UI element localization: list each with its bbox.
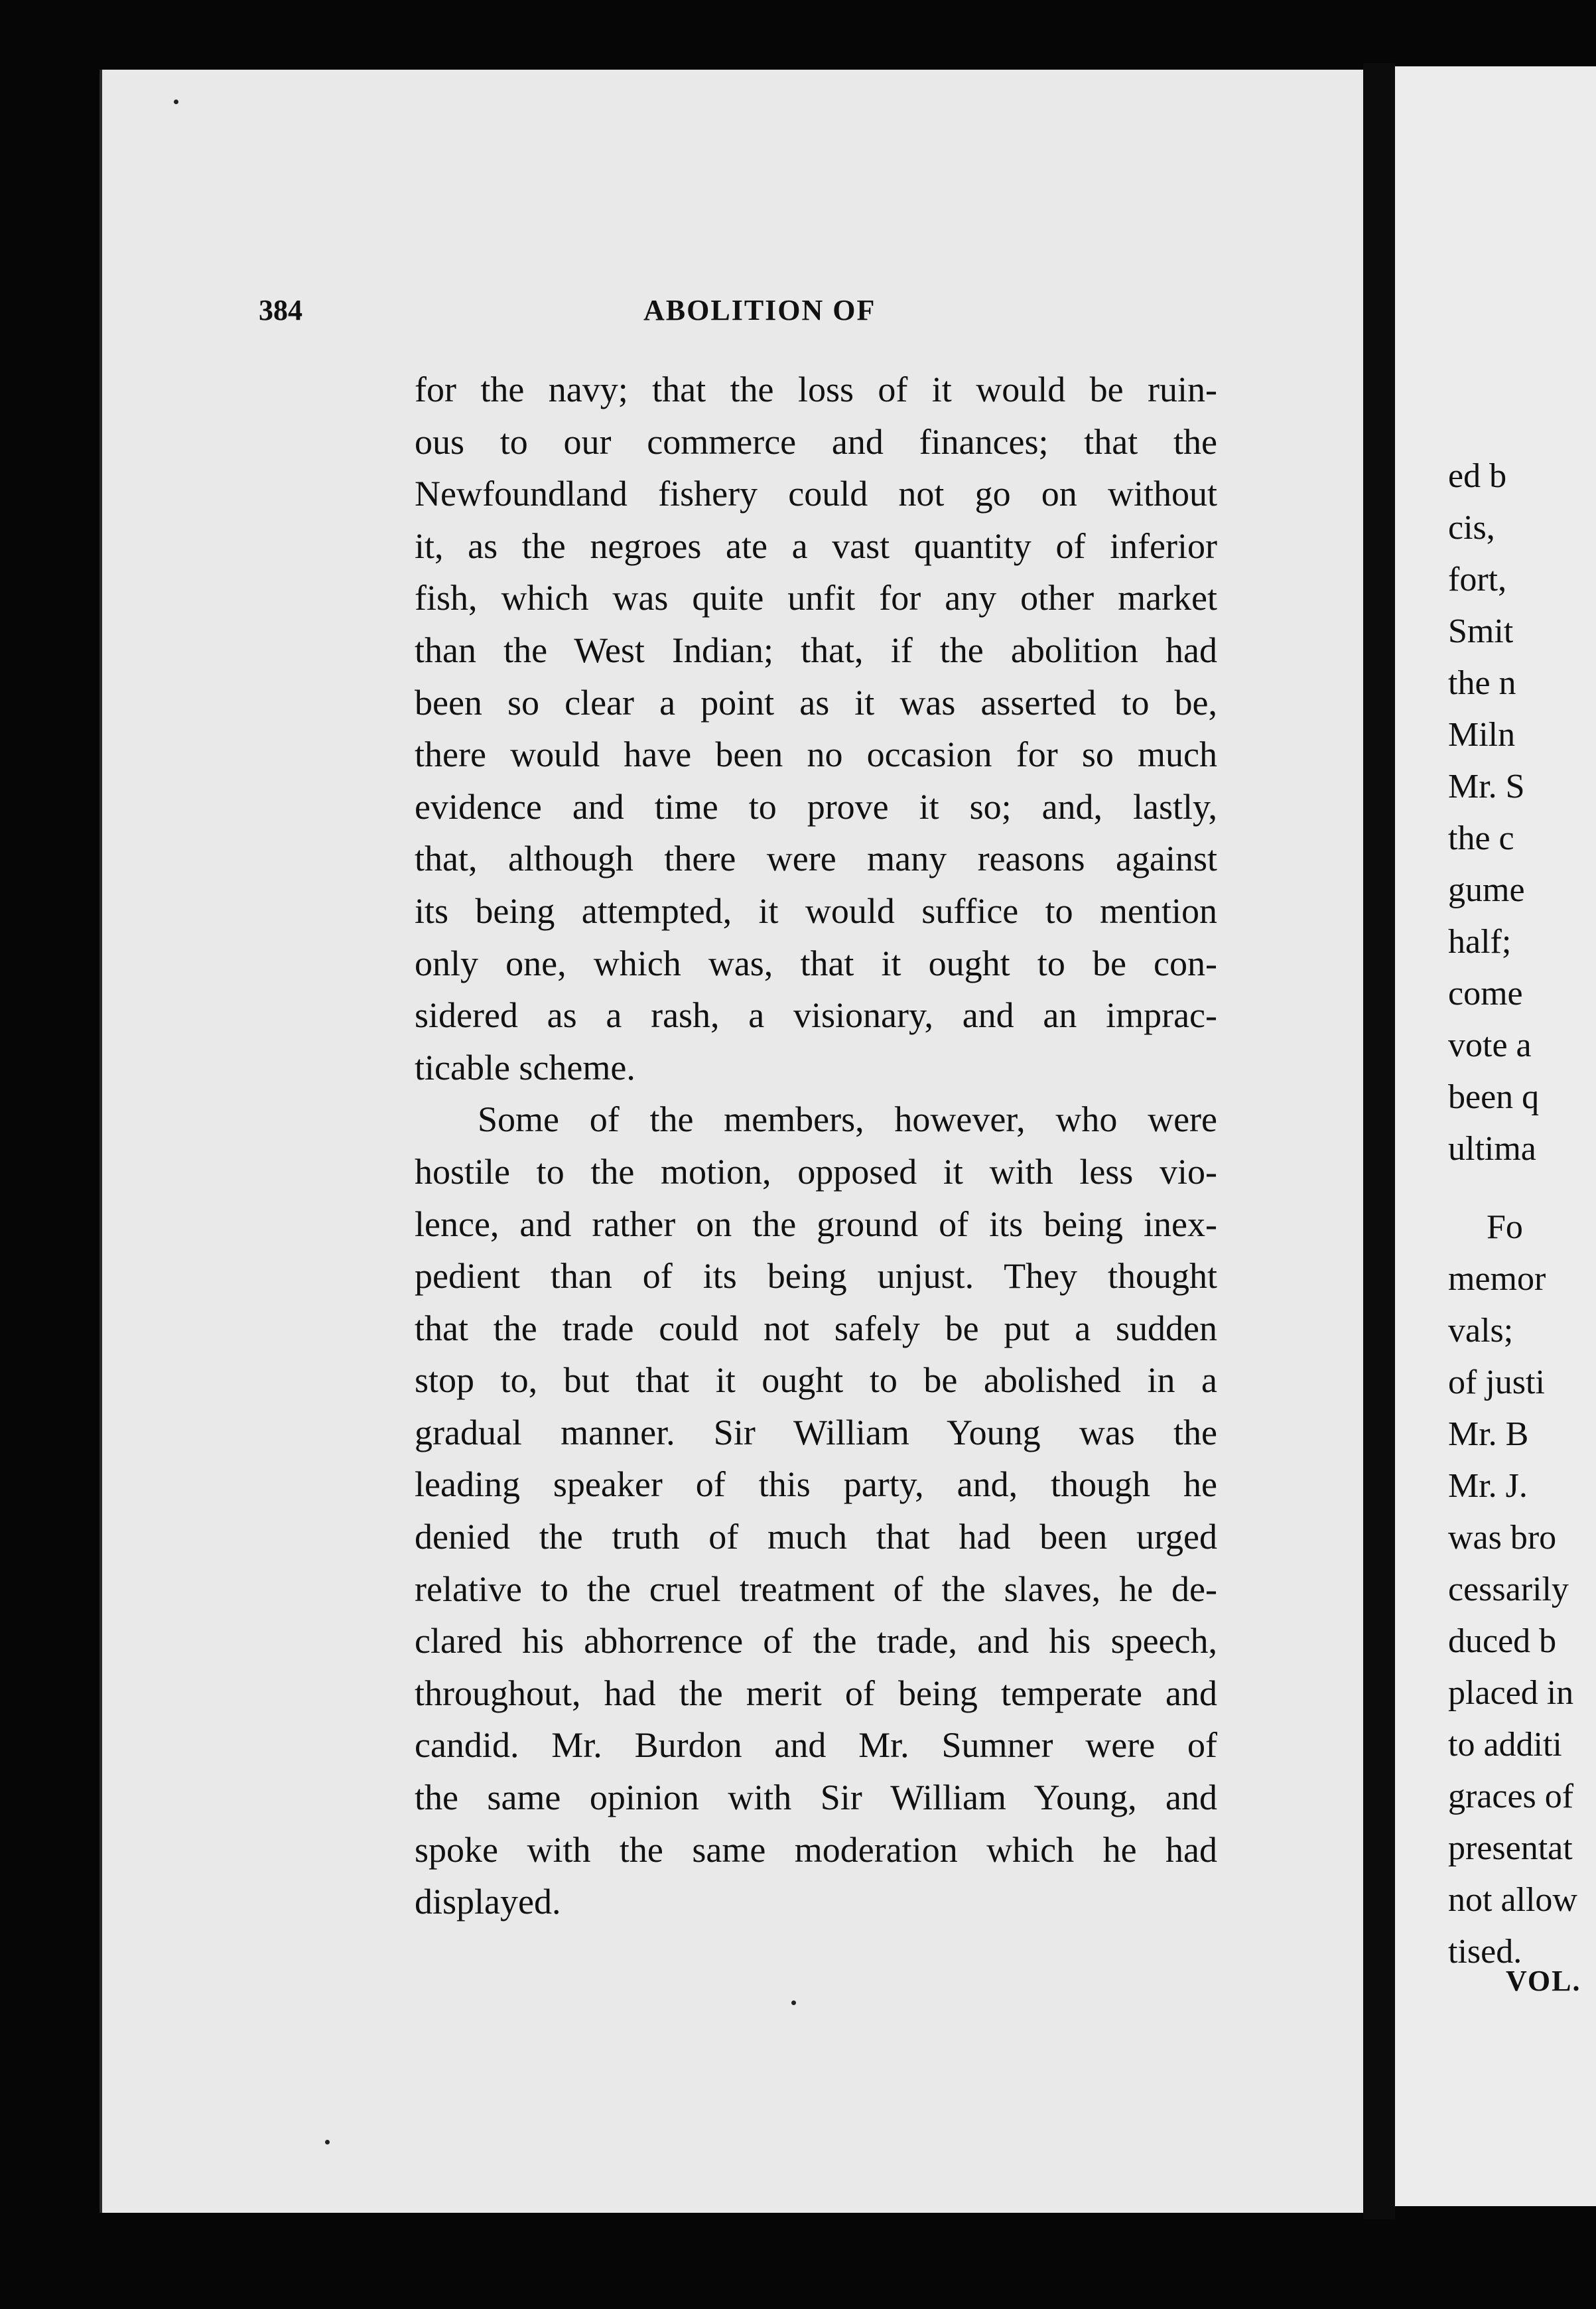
facing-text-line: cessarily xyxy=(1448,1571,1569,1608)
facing-text-line: vals; xyxy=(1448,1312,1514,1350)
text-line: evidence and time to prove it so; and, lastly, xyxy=(415,786,1217,827)
text-line: Some of the members, however, who were xyxy=(478,1099,1217,1140)
facing-text-line: ed b xyxy=(1448,457,1507,495)
facing-text-line: placed in xyxy=(1448,1674,1574,1712)
facing-text-line: graces of xyxy=(1448,1778,1574,1815)
text-line: relative to the cruel treatment of the slaves, he de- xyxy=(415,1569,1217,1609)
text-line: only one, which was, that it ought to be con- xyxy=(415,943,1217,983)
body-text xyxy=(415,364,1217,1928)
text-line: ticable scheme. xyxy=(415,1047,635,1087)
speck-mark xyxy=(325,2140,330,2144)
text-line: denied the truth of much that had been urged xyxy=(415,1517,1217,1557)
facing-text-line: Fo xyxy=(1487,1208,1523,1246)
facing-text-line: come xyxy=(1448,975,1523,1013)
text-line: hostile to the motion, opposed it with less vio- xyxy=(415,1151,1217,1192)
facing-text-line: of justi xyxy=(1448,1364,1545,1401)
text-line: its being attempted, it would suffice to mention xyxy=(415,890,1217,931)
text-line: there would have been no occasion for so much xyxy=(415,735,1217,775)
speck-mark xyxy=(174,100,178,104)
facing-text-line: fort, xyxy=(1448,561,1507,598)
facing-text-line: to additi xyxy=(1448,1726,1562,1764)
text-line: sidered as a rash, a visionary, and an imprac- xyxy=(415,995,1217,1036)
text-line: leading speaker of this party, and, though he xyxy=(415,1464,1217,1505)
facing-text-line: was bro xyxy=(1448,1519,1557,1557)
facing-page-text xyxy=(1448,451,1596,1978)
facing-text-line: the c xyxy=(1448,819,1514,857)
speck-mark xyxy=(791,2000,796,2005)
facing-text-line: Mr. B xyxy=(1448,1415,1529,1453)
facing-text-line: not allow xyxy=(1448,1881,1577,1919)
book-gutter xyxy=(1363,63,1395,2219)
facing-text-line: Mr. S xyxy=(1448,768,1525,805)
running-title: ABOLITION OF xyxy=(643,294,876,326)
text-line: throughout, had the merit of being temperate and xyxy=(415,1673,1217,1713)
text-line: than the West Indian; that, if the abolition had xyxy=(415,630,1217,670)
text-line: ous to our commerce and finances; that the xyxy=(415,421,1217,462)
facing-text-line: Miln xyxy=(1448,716,1516,754)
facing-text-line: Smit xyxy=(1448,612,1514,650)
page-number: 384 xyxy=(259,294,302,326)
text-line: clared his abhorrence of the trade, and his speech, xyxy=(415,1621,1217,1661)
text-line: stop to, but that it ought to be abolished in a xyxy=(415,1360,1217,1401)
text-line: that, although there were many reasons against xyxy=(415,839,1217,879)
facing-text-line: Mr. J. xyxy=(1448,1467,1528,1505)
text-line: it, as the negroes ate a vast quantity of inferior xyxy=(415,525,1217,566)
text-line: candid. Mr. Burdon and Mr. Sumner were of xyxy=(415,1725,1217,1766)
running-head xyxy=(259,293,1267,340)
text-line: spoke with the same moderation which he had xyxy=(415,1829,1217,1870)
facing-text-line: the n xyxy=(1448,664,1516,702)
facing-text-line: cis, xyxy=(1448,509,1495,547)
text-line: lence, and rather on the ground of its being inex- xyxy=(415,1204,1217,1244)
facing-text-line: half; xyxy=(1448,923,1512,961)
text-line: been so clear a point as it was asserted to be, xyxy=(415,682,1217,723)
text-line: gradual manner. Sir William Young was the xyxy=(415,1412,1217,1452)
text-line: fish, which was quite unfit for any other market xyxy=(415,578,1217,618)
text-line: the same opinion with Sir William Young, and xyxy=(415,1778,1217,1818)
facing-text-line: presentat xyxy=(1448,1829,1573,1867)
facing-text-line: been q xyxy=(1448,1078,1540,1116)
text-line: that the trade could not safely be put a sudden xyxy=(415,1308,1217,1348)
facing-text-line: memor xyxy=(1448,1260,1546,1298)
facing-page-signature: VOL. xyxy=(1506,1965,1581,1997)
text-line: for the navy; that the loss of it would be ruin- xyxy=(415,370,1217,409)
facing-text-line: vote a xyxy=(1448,1026,1532,1064)
text-line: displayed. xyxy=(415,1882,561,1922)
facing-text-line: tised. xyxy=(1448,1933,1522,1971)
facing-text-line: gume xyxy=(1448,871,1525,909)
text-line: Newfoundland fishery could not go on without xyxy=(415,474,1217,514)
facing-text-line: duced b xyxy=(1448,1622,1557,1660)
facing-text-line: ultima xyxy=(1448,1130,1536,1168)
text-line: pedient than of its being unjust. They thought xyxy=(415,1256,1217,1296)
